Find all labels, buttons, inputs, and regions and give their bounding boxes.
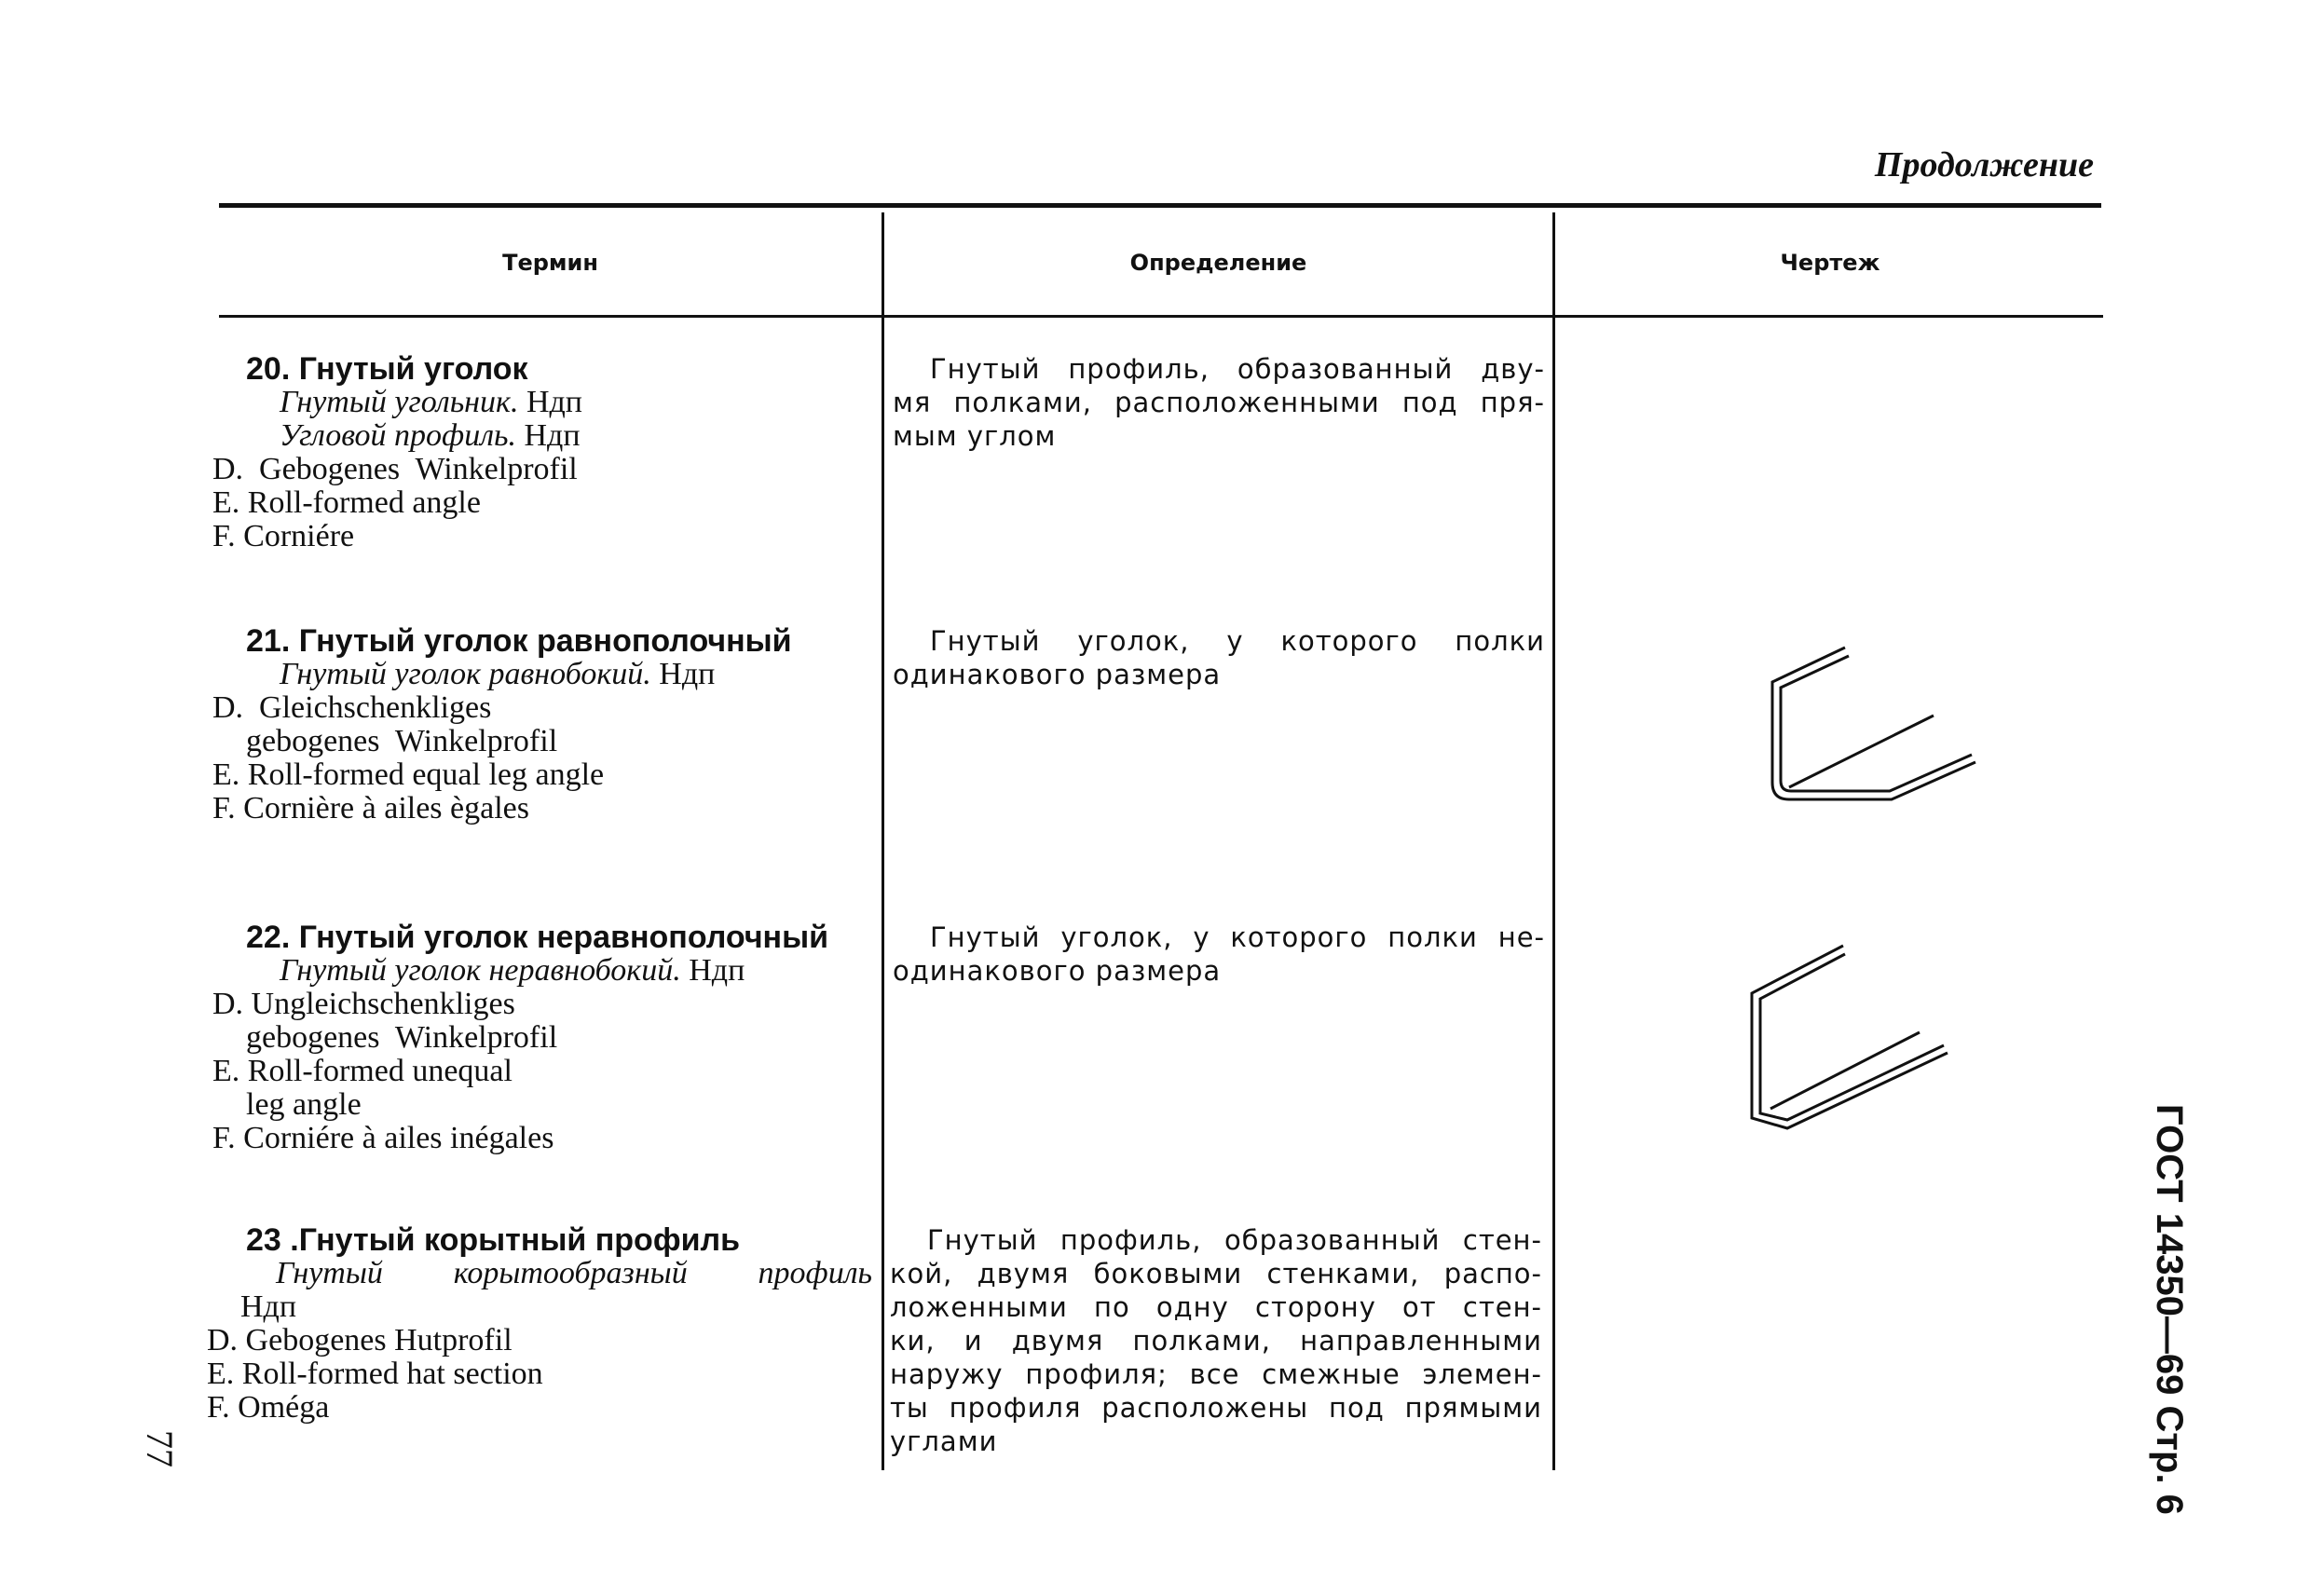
synonym: Гнутый корытообразный профиль	[276, 1256, 872, 1290]
definition-line: одинакового размера	[893, 659, 1222, 690]
definition-line: мым углом	[893, 420, 1057, 452]
definition-20	[893, 352, 1545, 453]
foreign-term: gebogenes Winkelprofil	[246, 1020, 558, 1055]
foreign-term: gebogenes Winkelprofil	[246, 724, 558, 758]
definition-22	[893, 921, 1545, 988]
equal-angle-drawing	[1752, 634, 1994, 820]
foreign-term: leg angle	[246, 1087, 362, 1122]
synonym: Гнутый уголок неравнобокий.	[280, 953, 681, 988]
definition-line: кой, двумя боковыми стенками, распо-	[890, 1258, 1542, 1289]
definition-line: Гнутый профиль, образованный дву-	[930, 353, 1545, 385]
foreign-term: D. Ungleichschenkliges	[212, 987, 515, 1021]
foreign-term: F. Corniére à ailes inégales	[212, 1121, 554, 1155]
foreign-term: F. Corniѐre à ailes ѐgales	[212, 791, 529, 825]
term-title: 22. Гнутый уголок неравнополочный	[246, 920, 829, 955]
foreign-term: E. Roll-formed hat section	[207, 1357, 543, 1391]
foreign-term: E. Roll-formed equal leg angle	[212, 757, 605, 792]
ndp-label: Ндп	[689, 953, 745, 988]
ndp-label: Ндп	[659, 657, 716, 691]
definition-line: Гнутый уголок, у которого полки не-	[930, 921, 1545, 953]
ndp-label: Ндп	[240, 1289, 297, 1324]
ndp-label: Ндп	[526, 385, 583, 419]
foreign-term: E. Roll-formed angle	[212, 485, 481, 520]
foreign-term: D. Gebogenes Hutprofil	[207, 1323, 513, 1357]
term-23	[207, 1223, 872, 1425]
synonym: Гнутый угольник.	[280, 385, 519, 419]
definition-line: мя полками, расположенными под пря-	[893, 387, 1545, 418]
definition-line: ки, и двумя полками, направленными	[890, 1325, 1542, 1357]
top-rule	[219, 203, 2101, 208]
standard-reference-label: ГОСТ 14350—69 Стр. 6	[2149, 1104, 2190, 1515]
foreign-term: D. Gebogenes Winkelprofil	[212, 452, 578, 486]
column-header-term: Термин	[502, 250, 598, 276]
foreign-term: F. Oméga	[207, 1390, 330, 1425]
definition-line: Гнутый профиль, образованный стен-	[927, 1224, 1542, 1256]
page-number: 77	[139, 1430, 181, 1467]
foreign-term: D. Gleichschenkliges	[212, 690, 492, 725]
definition-line: ложенными по одну сторону от стен-	[890, 1291, 1542, 1323]
definition-21	[893, 624, 1545, 691]
column-header-drawing: Чертеж	[1780, 250, 1880, 276]
definition-line: одинакового размера	[893, 955, 1222, 987]
continuation-label: Продолжение	[1874, 145, 2094, 184]
column-header-definition: Определение	[1129, 250, 1307, 276]
definition-line: ты профиля расположены под прямыми	[890, 1392, 1542, 1424]
synonym: Угловой профиль.	[280, 418, 516, 453]
definition-23	[890, 1223, 1542, 1458]
column-divider-1	[882, 212, 884, 1470]
term-title: 21. Гнутый уголок равнополочный	[246, 623, 792, 659]
header-rule	[219, 315, 2103, 318]
definition-line: наружу профиля; все смежные элемен-	[890, 1358, 1542, 1390]
foreign-term: F. Corniére	[212, 519, 355, 553]
term-22	[212, 921, 828, 1155]
unequal-angle-drawing	[1733, 932, 1975, 1146]
ndp-label: Ндп	[524, 418, 581, 453]
term-20	[212, 352, 582, 553]
definition-line: Гнутый уголок, у которого полки	[930, 625, 1545, 657]
term-title: 23 .Гнутый корытный профиль	[246, 1222, 740, 1258]
column-divider-2	[1552, 212, 1555, 1470]
term-21	[212, 624, 792, 825]
synonym: Гнутый уголок равнобокий.	[280, 657, 651, 691]
foreign-term: E. Roll-formed unequal	[212, 1054, 513, 1088]
term-title: 20. Гнутый уголок	[246, 351, 528, 387]
definition-line: углами	[890, 1425, 998, 1457]
